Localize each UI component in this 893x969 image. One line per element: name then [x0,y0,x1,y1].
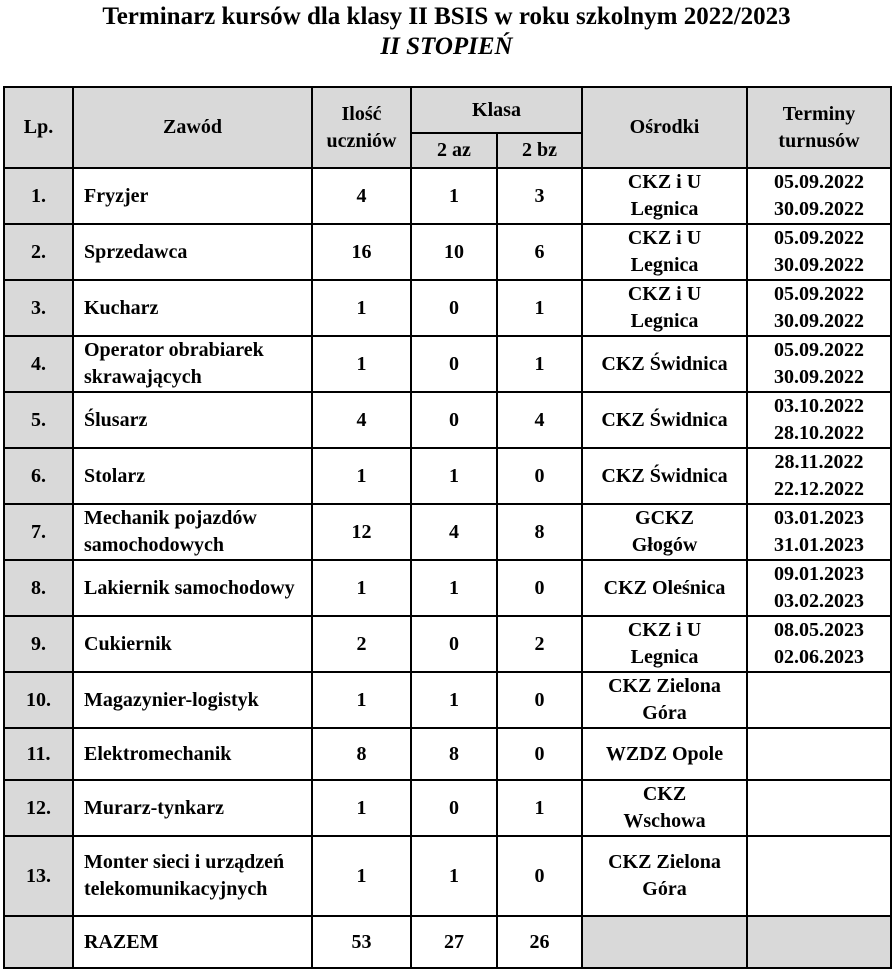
row-2az: 0 [411,392,497,448]
osrodek-line-1: CKZ Zielona [608,851,721,873]
row-2bz: 0 [497,672,582,728]
termin-end: 02.06.2023 [774,646,864,668]
osrodek-line-2: Głogów [631,534,698,556]
row-terminy [747,224,891,280]
row-ilosc: 1 [312,780,411,836]
row-ilosc: 1 [312,836,411,916]
row-osrodek [582,168,747,224]
table-row [4,504,891,560]
row-zawod: Ślusarz [73,392,312,448]
row-terminy [747,168,891,224]
row-ilosc: 1 [312,448,411,504]
termin-start: 05.09.2022 [774,283,864,305]
header-ilosc: Ilość uczniów [312,87,411,168]
row-zawod: Monter sieci i urządzeń telekomunikacyjnych [73,836,312,916]
row-terminy [747,504,891,560]
row-2az: 0 [411,780,497,836]
row-2bz: 2 [497,616,582,672]
row-zawod: Fryzjer [73,168,312,224]
termin-end: 30.09.2022 [774,366,864,388]
row-zawod: Mechanik pojazdów samochodowych [73,504,312,560]
termin-end: 30.09.2022 [774,310,864,332]
table-row [4,780,891,836]
row-lp: 12. [4,780,73,836]
row-2bz: 3 [497,168,582,224]
row-2az: 0 [411,336,497,392]
row-terminy [747,392,891,448]
row-terminy [747,728,891,780]
osrodek-line-2: Legnica [630,254,699,276]
row-zawod: Magazynier-logistyk [73,672,312,728]
row-lp: 10. [4,672,73,728]
row-zawod: Lakiernik samochodowy [73,560,312,616]
row-osrodek [582,224,747,280]
row-zawod: Elektromechanik [73,728,312,780]
total-2az: 27 [411,916,497,968]
row-zawod: Operator obrabiarek skrawających [73,336,312,392]
row-ilosc: 1 [312,672,411,728]
row-ilosc: 1 [312,280,411,336]
row-lp: 2. [4,224,73,280]
row-lp: 4. [4,336,73,392]
row-osrodek [582,560,747,616]
row-2az: 1 [411,672,497,728]
row-zawod: Cukiernik [73,616,312,672]
row-osrodek [582,392,747,448]
header-osrodki: Ośrodki [582,87,747,168]
header-zawod: Zawód [73,87,312,168]
osrodek-line-1: CKZ i U [627,619,702,641]
row-terminy [747,448,891,504]
row-lp: 11. [4,728,73,780]
table-row [4,836,891,916]
row-zawod: Stolarz [73,448,312,504]
total-ilosc: 53 [312,916,411,968]
osrodek-line-1: CKZ [642,783,687,805]
row-2az: 8 [411,728,497,780]
row-lp: 9. [4,616,73,672]
row-2az: 0 [411,616,497,672]
osrodek-line-1: CKZ i U [627,283,702,305]
row-2az: 1 [411,560,497,616]
table-row [4,448,891,504]
termin-end: 30.09.2022 [774,254,864,276]
row-2bz: 0 [497,560,582,616]
row-osrodek [582,728,747,780]
termin-end: 03.02.2023 [774,590,864,612]
total-2bz: 26 [497,916,582,968]
row-osrodek [582,836,747,916]
osrodek-line-1: CKZ i U [627,227,702,249]
row-lp: 7. [4,504,73,560]
termin-start: 05.09.2022 [774,171,864,193]
osrodek-line-1: CKZ Oleśnica [603,576,726,599]
row-2az: 0 [411,280,497,336]
termin-start: 03.01.2023 [774,507,864,529]
osrodek-line-2: Góra [642,702,687,724]
row-ilosc: 1 [312,336,411,392]
row-ilosc: 4 [312,392,411,448]
table-row [4,392,891,448]
row-2bz: 0 [497,448,582,504]
row-osrodek [582,280,747,336]
header-klasa-2bz: 2 bz [497,133,582,168]
row-terminy [747,672,891,728]
row-osrodek [582,780,747,836]
total-lp-cell [4,916,73,968]
termin-start: 03.10.2022 [774,395,864,417]
row-terminy [747,336,891,392]
row-terminy [747,616,891,672]
table-row [4,224,891,280]
row-ilosc: 16 [312,224,411,280]
row-zawod: Kucharz [73,280,312,336]
row-2bz: 0 [497,728,582,780]
osrodek-line-1: CKZ Świdnica [601,352,728,375]
total-terminy-cell [747,916,891,968]
termin-end: 31.01.2023 [774,534,864,556]
header-klasa-2az: 2 az [411,133,497,168]
table-row [4,168,891,224]
osrodek-line-2: Legnica [630,198,699,220]
osrodek-line-1: CKZ i U [627,171,702,193]
row-2az: 4 [411,504,497,560]
table-row [4,672,891,728]
row-lp: 6. [4,448,73,504]
row-osrodek [582,504,747,560]
row-lp: 13. [4,836,73,916]
schedule-table [3,86,892,969]
row-lp: 8. [4,560,73,616]
row-osrodek [582,616,747,672]
table-row [4,336,891,392]
row-2bz: 1 [497,780,582,836]
row-2bz: 0 [497,836,582,916]
osrodek-line-2: Legnica [630,310,699,332]
table-row [4,728,891,780]
row-osrodek [582,448,747,504]
table-row [4,616,891,672]
osrodek-line-2: Wschowa [623,810,706,832]
total-osrodek-cell [582,916,747,968]
header-klasa: Klasa [411,87,582,133]
osrodek-line-1: CKZ Świdnica [601,464,728,487]
table-header-row [4,87,891,133]
row-2bz: 6 [497,224,582,280]
header-terminy: Terminy turnusów [747,87,891,168]
row-2bz: 1 [497,280,582,336]
termin-start: 09.01.2023 [774,563,864,585]
row-osrodek [582,672,747,728]
row-ilosc: 2 [312,616,411,672]
osrodek-line-1: CKZ Świdnica [601,408,728,431]
row-terminy [747,780,891,836]
osrodek-line-1: CKZ Zielona [608,675,721,697]
row-2bz: 8 [497,504,582,560]
row-2az: 10 [411,224,497,280]
row-2bz: 1 [497,336,582,392]
termin-start: 05.09.2022 [774,339,864,361]
termin-start: 08.05.2023 [774,619,864,641]
row-lp: 5. [4,392,73,448]
row-osrodek [582,336,747,392]
row-terminy [747,836,891,916]
table-row [4,560,891,616]
document-title: Terminarz kursów dla klasy II BSIS w roku szkolnym 2022/2023 [102,3,791,30]
osrodek-line-2: Góra [642,878,687,900]
row-terminy [747,560,891,616]
row-lp: 3. [4,280,73,336]
row-zawod: Sprzedawca [73,224,312,280]
termin-end: 28.10.2022 [774,422,864,444]
row-2az: 1 [411,168,497,224]
row-ilosc: 12 [312,504,411,560]
osrodek-line-1: GCKZ [635,507,694,529]
document-subtitle: II STOPIEŃ [380,33,513,60]
total-row [4,916,891,968]
termin-start: 05.09.2022 [774,227,864,249]
total-label: RAZEM [73,916,312,968]
header-lp: Lp. [4,87,73,168]
table-row [4,280,891,336]
termin-end: 22.12.2022 [774,478,864,500]
row-ilosc: 8 [312,728,411,780]
row-zawod: Murarz-tynkarz [73,780,312,836]
row-2bz: 4 [497,392,582,448]
row-terminy [747,280,891,336]
row-2az: 1 [411,448,497,504]
termin-end: 30.09.2022 [774,198,864,220]
row-ilosc: 4 [312,168,411,224]
termin-start: 28.11.2022 [774,451,864,473]
row-lp: 1. [4,168,73,224]
osrodek-line-2: Legnica [630,646,699,668]
row-ilosc: 1 [312,560,411,616]
row-2az: 1 [411,836,497,916]
osrodek-line-1: WZDZ Opole [605,742,724,765]
